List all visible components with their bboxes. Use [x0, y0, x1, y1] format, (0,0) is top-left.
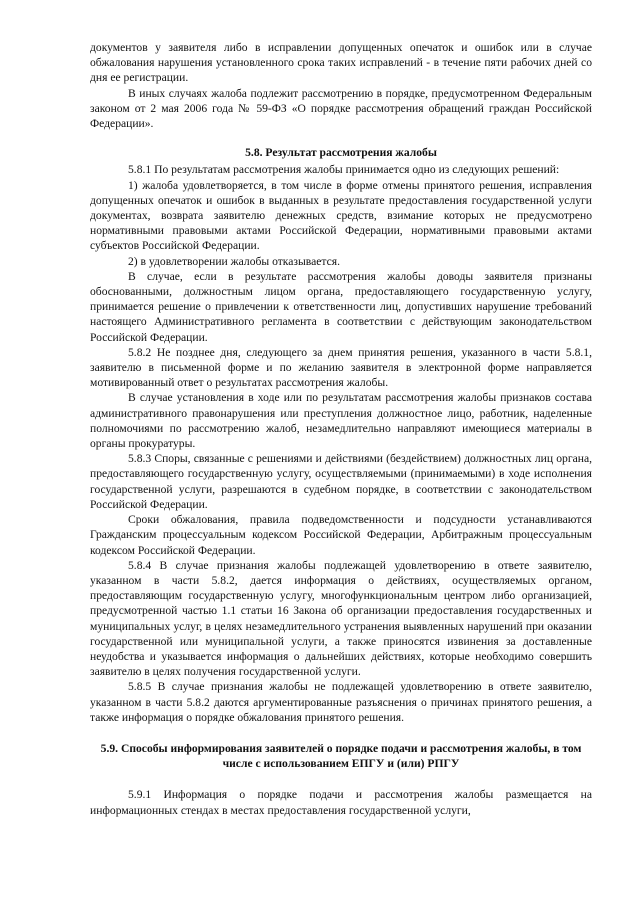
paragraph-5-9-1: 5.9.1 Информация о порядке подачи и рассмотрения жалобы размещается на информационных стендах в местах предоставления государственной услуги,	[90, 788, 592, 817]
paragraph-5-8-1: 5.8.1 По результатам рассмотрения жалобы принимается одно из следующих решений:	[128, 163, 560, 177]
paragraph-5-8-3: 5.8.3 Споры, связанные с решениями и действиями (бездействием) должностных лиц органа, предоставляющего государственную услугу, осуществляемыми (принимаемыми) в ходе исполнения государственной услуги, разрешаются в судебном порядке, в соответствии с законодательством Российской Федерации.	[90, 452, 592, 511]
paragraph-other-cases: В иных случаях жалоба подлежит рассмотрению в порядке, предусмотренном Федеральным законом от 2 мая 2006 года № 59-ФЗ «О порядке рассмотрения обращений граждан Российской Федерации».	[90, 86, 592, 131]
paragraph-responsibility: В случае, если в результате рассмотрения жалобы доводы заявителя признаны обоснованными, должностным лицом органа, предоставляющего государственную услугу, принимается решение о привлечении к ответственности лиц, допустивших нарушение требований настоящего Административного регламента в соответствии с действующим законодательством Российской Федерации.	[90, 269, 592, 344]
paragraph-5-8-4: 5.8.4 В случае признания жалобы подлежащей удовлетворению в ответе заявителю, указанном в части 5.8.2, дается информация о действиях, осуществляемых органом, предоставляющим государственную услугу, многофункциональным центром либо организацией, предусмотренной частью 1.1 статьи 16 Закона об организации предоставления государственных и муниципальных услуг, в целях незамедлительного устранения выявленных нарушений при оказании государственной или муниципальной услуги, а также приносятся извинения за доставленные неудобства и указывается информация о дальнейших действиях, которые необходимо совершить заявителю в целях получения государственной услуги.	[90, 558, 592, 679]
paragraph-5-8-2: 5.8.2 Не позднее дня, следующего за днем принятия решения, указанного в части 5.8.1, заявителю в письменной форме и по желанию заявителя в электронной форме направляется мотивированный ответ о результатах рассмотрения жалобы.	[90, 345, 592, 390]
paragraph-continuation: документов у заявителя либо в исправлении допущенных опечаток и ошибок или в случае обжалования нарушения установленного срока таких исправлений - в течение пяти рабочих дней со дня ее регистрации.	[90, 41, 592, 85]
paragraph-terms: Сроки обжалования, правила подведомственности и подсудности устанавливаются Гражданским процессуальным кодексом Российской Федерации, Арбитражным процессуальным кодексом Российской Федерации.	[90, 513, 592, 557]
section-heading-5-8: 5.8. Результат рассмотрения жалобы	[245, 146, 437, 160]
section-heading-5-9: 5.9. Способы информирования заявителей о порядке подачи и рассмотрения жалобы, в том числе с использованием ЕПГУ и (или) РПГУ	[100, 741, 582, 771]
list-item-1: 1) жалоба удовлетворяется, в том числе в форме отмены принятого решения, исправления допущенных опечаток и ошибок в выданных в результате предоставления государственной услуги документах, возврата заявителю денежных средств, взимание которых не предусмотрено нормативными правовыми актами Российской Федерации, нормативными правовыми актами субъектов Российской Федерации.	[90, 178, 592, 253]
paragraph-5-8-5: 5.8.5 В случае признания жалобы не подлежащей удовлетворению в ответе заявителю, указанном в части 5.8.2 даются аргументированные разъяснения о причинах принятого решения, а также информация о порядке обжалования принятого решения.	[90, 680, 592, 724]
document-page	[90, 40, 592, 818]
list-item-2: 2) в удовлетворении жалобы отказывается.	[128, 254, 340, 268]
paragraph-prosecution: В случае установления в ходе или по результатам рассмотрения жалобы признаков состава административного правонарушения или преступления должностное лицо, работник, наделенные полномочиями по рассмотрению жалоб, незамедлительно направляют имеющиеся материалы в органы прокуратуры.	[90, 391, 592, 451]
